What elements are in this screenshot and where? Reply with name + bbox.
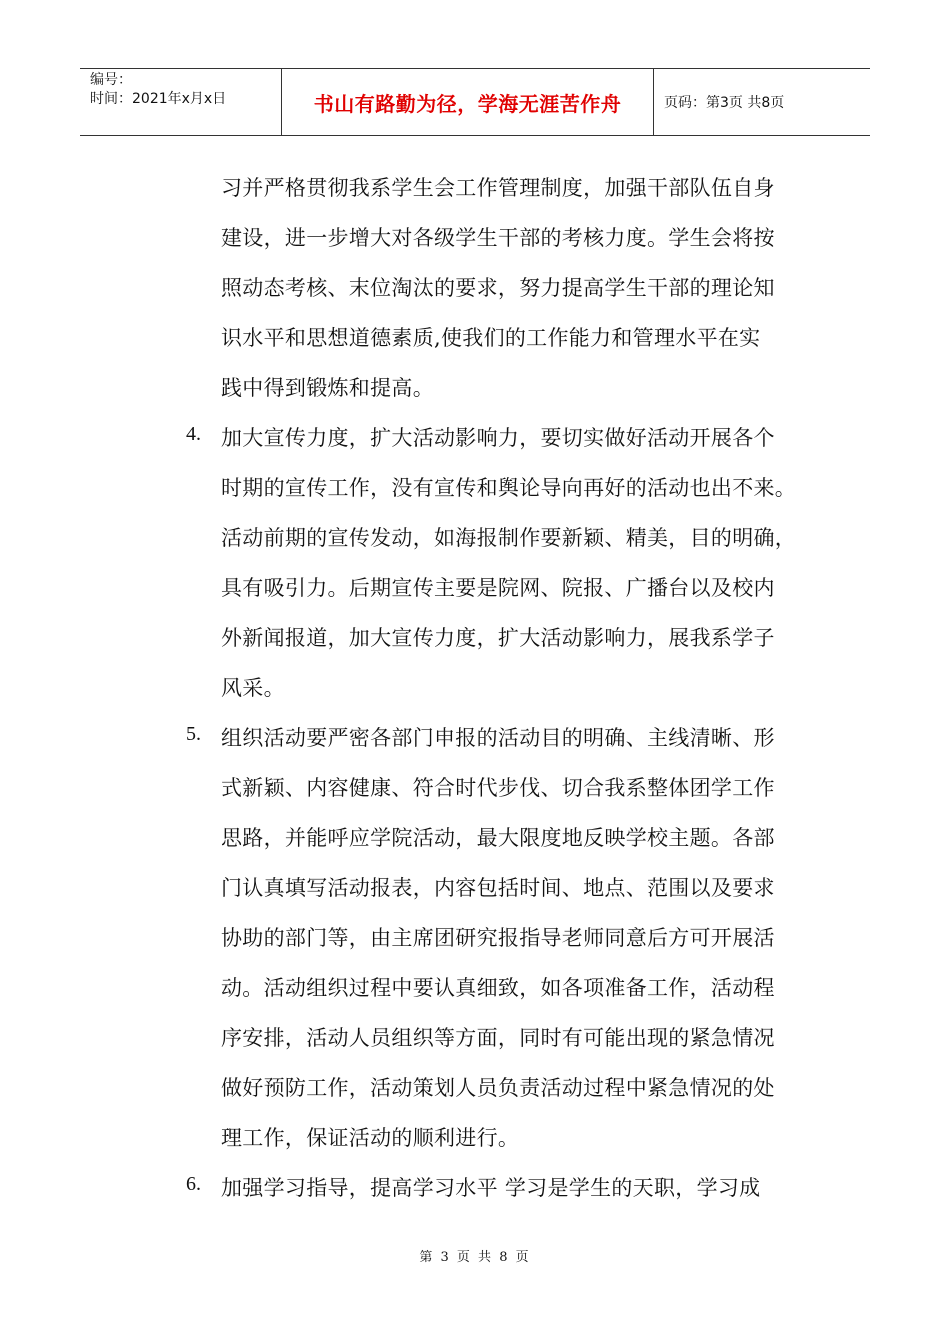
body-line: 加强学习指导，提高学习水平 学习是学生的天职，学习成 bbox=[221, 1176, 761, 1200]
code-label: 编号： bbox=[90, 72, 132, 88]
body-line: 建设，进一步增大对各级学生干部的考核力度。学生会将按 bbox=[221, 226, 775, 250]
header-meta-cell bbox=[80, 69, 282, 135]
body-line: 动。活动组织过程中要认真细致，如各项准备工作，活动程 bbox=[221, 976, 775, 1000]
page-footer: 第 3 页 共 8 页 bbox=[419, 1250, 531, 1265]
header-page-cell bbox=[654, 69, 870, 135]
body-line: 门认真填写活动报表，内容包括时间、地点、范围以及要求 bbox=[221, 876, 775, 900]
body-line: 时期的宣传工作，没有宣传和舆论导向再好的活动也出不来。 bbox=[221, 476, 797, 500]
body-line: 具有吸引力。后期宣传主要是院网、院报、广播台以及校内 bbox=[221, 576, 775, 600]
body-line: 协助的部门等，由主席团研究报指导老师同意后方可开展活 bbox=[221, 926, 775, 950]
list-number: 4. bbox=[186, 423, 201, 445]
body-line: 习并严格贯彻我系学生会工作管理制度，加强干部队伍自身 bbox=[221, 176, 775, 200]
body-line: 活动前期的宣传发动，如海报制作要新颖、精美，目的明确， bbox=[221, 526, 797, 550]
body-line: 照动态考核、末位淘汰的要求，努力提高学生干部的理论知 bbox=[221, 276, 775, 300]
body-line: 风采。 bbox=[221, 676, 285, 700]
document-header bbox=[80, 68, 870, 136]
motto-text: 书山有路勤为径，学海无涯苦作舟 bbox=[313, 91, 622, 116]
body-line: 外新闻报道，加大宣传力度，扩大活动影响力，展我系学子 bbox=[221, 626, 775, 650]
body-line: 式新颖、内容健康、符合时代步伐、切合我系整体团学工作 bbox=[221, 776, 775, 800]
header-motto-cell bbox=[282, 69, 654, 135]
body-line: 思路，并能呼应学院活动，最大限度地反映学校主题。各部 bbox=[221, 826, 775, 850]
body-line: 加大宣传力度，扩大活动影响力，要切实做好活动开展各个 bbox=[221, 426, 775, 450]
body-line: 践中得到锻炼和提高。 bbox=[221, 376, 434, 400]
list-number: 5. bbox=[186, 723, 201, 745]
body-line: 序安排，活动人员组织等方面，同时有可能出现的紧急情况 bbox=[221, 1026, 775, 1050]
list-number: 6. bbox=[186, 1173, 201, 1195]
body-line: 识水平和思想道德素质,使我们的工作能力和管理水平在实 bbox=[221, 326, 761, 350]
header-page-label: 页码：第3页 共8页 bbox=[664, 95, 785, 111]
body-line: 组织活动要严密各部门申报的活动目的明确、主线清晰、形 bbox=[221, 726, 775, 750]
body-line: 做好预防工作，活动策划人员负责活动过程中紧急情况的处 bbox=[221, 1076, 775, 1100]
body-line: 理工作，保证活动的顺利进行。 bbox=[221, 1126, 520, 1150]
date-label: 时间：2021年x月x日 bbox=[90, 91, 227, 107]
